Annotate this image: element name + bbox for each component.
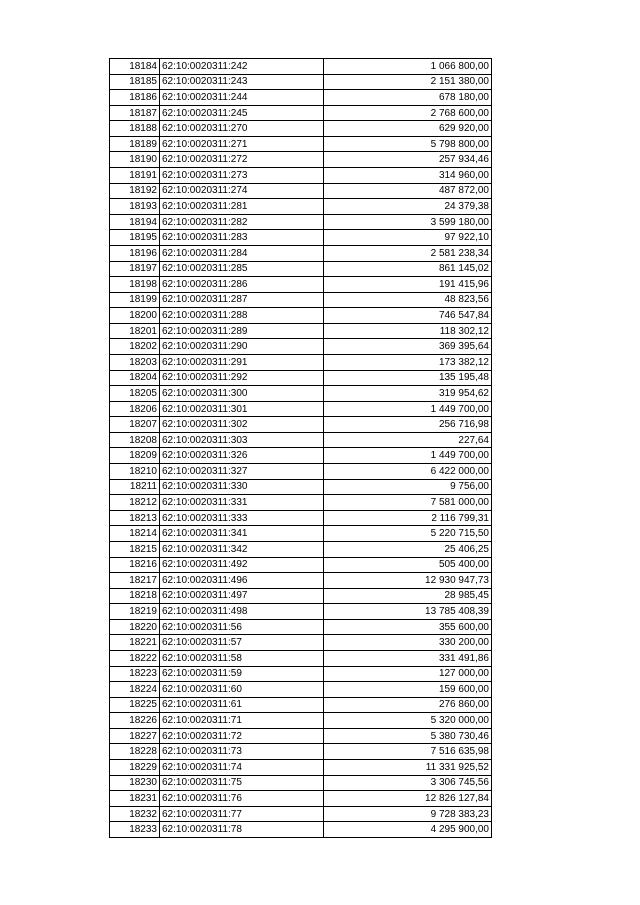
cadastral-value-cell: 12 826 127,84 [324,791,492,807]
cadastral-value-cell: 6 422 000,00 [324,464,492,480]
cadastral-number-cell: 62:10:0020311:342 [160,541,324,557]
table-row [110,728,492,744]
cadastral-value-cell: 24 379,38 [324,199,492,215]
row-number-cell: 18195 [110,230,160,246]
row-number-cell: 18224 [110,682,160,698]
table-row [110,59,492,75]
row-number-cell: 18218 [110,588,160,604]
cadastral-number-cell: 62:10:0020311:61 [160,697,324,713]
cadastral-number-cell: 62:10:0020311:242 [160,59,324,75]
cadastral-number-cell: 62:10:0020311:284 [160,245,324,261]
cadastral-number-cell: 62:10:0020311:283 [160,230,324,246]
table-row [110,74,492,90]
table-row [110,541,492,557]
table-row [110,261,492,277]
table-row [110,666,492,682]
table-row [110,121,492,137]
cadastral-value-cell: 173 382,12 [324,354,492,370]
cadastral-value-cell: 5 380 730,46 [324,728,492,744]
cadastral-number-cell: 62:10:0020311:492 [160,557,324,573]
cadastral-number-cell: 62:10:0020311:58 [160,650,324,666]
row-number-cell: 18227 [110,728,160,744]
cadastral-value-cell: 5 798 800,00 [324,136,492,152]
table-row [110,214,492,230]
row-number-cell: 18229 [110,760,160,776]
cadastral-number-cell: 62:10:0020311:497 [160,588,324,604]
row-number-cell: 18207 [110,417,160,433]
cadastral-value-cell: 127 000,00 [324,666,492,682]
row-number-cell: 18205 [110,386,160,402]
row-number-cell: 18231 [110,791,160,807]
row-number-cell: 18192 [110,183,160,199]
cadastral-value-cell: 9 756,00 [324,479,492,495]
cadastral-value-cell: 5 320 000,00 [324,713,492,729]
cadastral-value-table [109,58,492,838]
cadastral-number-cell: 62:10:0020311:78 [160,822,324,838]
cadastral-value-cell: 505 400,00 [324,557,492,573]
row-number-cell: 18188 [110,121,160,137]
row-number-cell: 18216 [110,557,160,573]
table-row [110,479,492,495]
cadastral-value-cell: 227,64 [324,432,492,448]
cadastral-number-cell: 62:10:0020311:273 [160,168,324,184]
cadastral-number-cell: 62:10:0020311:272 [160,152,324,168]
row-number-cell: 18204 [110,370,160,386]
table-row [110,277,492,293]
table-body [110,59,492,838]
cadastral-value-cell: 1 449 700,00 [324,448,492,464]
cadastral-number-cell: 62:10:0020311:327 [160,464,324,480]
cadastral-number-cell: 62:10:0020311:243 [160,74,324,90]
cadastral-number-cell: 62:10:0020311:341 [160,526,324,542]
table-row [110,339,492,355]
row-number-cell: 18200 [110,308,160,324]
cadastral-number-cell: 62:10:0020311:75 [160,775,324,791]
table-row [110,760,492,776]
row-number-cell: 18210 [110,464,160,480]
cadastral-number-cell: 62:10:0020311:270 [160,121,324,137]
table-row [110,183,492,199]
cadastral-value-cell: 159 600,00 [324,682,492,698]
row-number-cell: 18219 [110,604,160,620]
cadastral-number-cell: 62:10:0020311:300 [160,386,324,402]
row-number-cell: 18226 [110,713,160,729]
cadastral-value-cell: 331 491,86 [324,650,492,666]
cadastral-number-cell: 62:10:0020311:301 [160,401,324,417]
cadastral-number-cell: 62:10:0020311:57 [160,635,324,651]
table-row [110,697,492,713]
cadastral-number-cell: 62:10:0020311:73 [160,744,324,760]
table-row [110,464,492,480]
table-row [110,588,492,604]
cadastral-value-cell: 678 180,00 [324,90,492,106]
table-row [110,245,492,261]
table-row [110,526,492,542]
cadastral-number-cell: 62:10:0020311:291 [160,354,324,370]
table-row [110,292,492,308]
row-number-cell: 18214 [110,526,160,542]
table-row [110,136,492,152]
row-number-cell: 18197 [110,261,160,277]
cadastral-number-cell: 62:10:0020311:244 [160,90,324,106]
cadastral-number-cell: 62:10:0020311:245 [160,105,324,121]
cadastral-value-cell: 13 785 408,39 [324,604,492,620]
row-number-cell: 18193 [110,199,160,215]
cadastral-value-cell: 118 302,12 [324,323,492,339]
cadastral-number-cell: 62:10:0020311:76 [160,791,324,807]
cadastral-value-cell: 369 395,64 [324,339,492,355]
cadastral-value-cell: 3 599 180,00 [324,214,492,230]
table-row [110,105,492,121]
cadastral-value-cell: 4 295 900,00 [324,822,492,838]
cadastral-value-cell: 257 934,46 [324,152,492,168]
document-page [109,58,492,838]
cadastral-number-cell: 62:10:0020311:72 [160,728,324,744]
table-row [110,557,492,573]
row-number-cell: 18209 [110,448,160,464]
table-row [110,822,492,838]
row-number-cell: 18215 [110,541,160,557]
row-number-cell: 18225 [110,697,160,713]
cadastral-value-cell: 2 581 238,34 [324,245,492,261]
table-row [110,791,492,807]
table-row [110,308,492,324]
row-number-cell: 18186 [110,90,160,106]
row-number-cell: 18191 [110,168,160,184]
table-row [110,635,492,651]
cadastral-value-cell: 48 823,56 [324,292,492,308]
row-number-cell: 18221 [110,635,160,651]
cadastral-number-cell: 62:10:0020311:496 [160,573,324,589]
cadastral-value-cell: 2 116 799,31 [324,510,492,526]
table-row [110,354,492,370]
cadastral-number-cell: 62:10:0020311:302 [160,417,324,433]
cadastral-number-cell: 62:10:0020311:289 [160,323,324,339]
table-row [110,168,492,184]
row-number-cell: 18213 [110,510,160,526]
cadastral-value-cell: 330 200,00 [324,635,492,651]
cadastral-number-cell: 62:10:0020311:330 [160,479,324,495]
cadastral-value-cell: 319 954,62 [324,386,492,402]
cadastral-value-cell: 25 406,25 [324,541,492,557]
cadastral-number-cell: 62:10:0020311:290 [160,339,324,355]
cadastral-value-cell: 1 066 800,00 [324,59,492,75]
cadastral-number-cell: 62:10:0020311:59 [160,666,324,682]
cadastral-number-cell: 62:10:0020311:292 [160,370,324,386]
cadastral-value-cell: 135 195,48 [324,370,492,386]
row-number-cell: 18208 [110,432,160,448]
row-number-cell: 18189 [110,136,160,152]
row-number-cell: 18206 [110,401,160,417]
cadastral-value-cell: 28 985,45 [324,588,492,604]
cadastral-number-cell: 62:10:0020311:498 [160,604,324,620]
cadastral-number-cell: 62:10:0020311:71 [160,713,324,729]
cadastral-value-cell: 2 768 600,00 [324,105,492,121]
table-row [110,744,492,760]
row-number-cell: 18203 [110,354,160,370]
table-row [110,775,492,791]
row-number-cell: 18232 [110,806,160,822]
cadastral-value-cell: 2 151 380,00 [324,74,492,90]
cadastral-number-cell: 62:10:0020311:281 [160,199,324,215]
table-row [110,650,492,666]
cadastral-number-cell: 62:10:0020311:285 [160,261,324,277]
cadastral-number-cell: 62:10:0020311:56 [160,619,324,635]
cadastral-value-cell: 11 331 925,52 [324,760,492,776]
cadastral-value-cell: 314 960,00 [324,168,492,184]
table-row [110,417,492,433]
cadastral-value-cell: 12 930 947,73 [324,573,492,589]
cadastral-number-cell: 62:10:0020311:74 [160,760,324,776]
cadastral-value-cell: 7 516 635,98 [324,744,492,760]
row-number-cell: 18211 [110,479,160,495]
table-row [110,495,492,511]
table-row [110,323,492,339]
table-row [110,619,492,635]
cadastral-number-cell: 62:10:0020311:331 [160,495,324,511]
table-row [110,401,492,417]
table-row [110,604,492,620]
row-number-cell: 18212 [110,495,160,511]
table-row [110,370,492,386]
table-row [110,432,492,448]
cadastral-value-cell: 5 220 715,50 [324,526,492,542]
row-number-cell: 18233 [110,822,160,838]
cadastral-number-cell: 62:10:0020311:333 [160,510,324,526]
cadastral-value-cell: 9 728 383,23 [324,806,492,822]
cadastral-number-cell: 62:10:0020311:60 [160,682,324,698]
table-row [110,152,492,168]
cadastral-number-cell: 62:10:0020311:282 [160,214,324,230]
cadastral-value-cell: 487 872,00 [324,183,492,199]
cadastral-number-cell: 62:10:0020311:287 [160,292,324,308]
cadastral-number-cell: 62:10:0020311:274 [160,183,324,199]
cadastral-value-cell: 276 860,00 [324,697,492,713]
table-row [110,806,492,822]
cadastral-value-cell: 97 922,10 [324,230,492,246]
table-row [110,448,492,464]
table-row [110,682,492,698]
cadastral-value-cell: 746 547,84 [324,308,492,324]
cadastral-value-cell: 7 581 000,00 [324,495,492,511]
table-row [110,573,492,589]
row-number-cell: 18220 [110,619,160,635]
row-number-cell: 18187 [110,105,160,121]
cadastral-number-cell: 62:10:0020311:271 [160,136,324,152]
table-row [110,199,492,215]
cadastral-value-cell: 1 449 700,00 [324,401,492,417]
row-number-cell: 18194 [110,214,160,230]
cadastral-value-cell: 355 600,00 [324,619,492,635]
row-number-cell: 18184 [110,59,160,75]
row-number-cell: 18230 [110,775,160,791]
row-number-cell: 18201 [110,323,160,339]
row-number-cell: 18190 [110,152,160,168]
cadastral-value-cell: 3 306 745,56 [324,775,492,791]
row-number-cell: 18199 [110,292,160,308]
row-number-cell: 18202 [110,339,160,355]
row-number-cell: 18196 [110,245,160,261]
row-number-cell: 18217 [110,573,160,589]
table-row [110,230,492,246]
cadastral-number-cell: 62:10:0020311:286 [160,277,324,293]
cadastral-value-cell: 629 920,00 [324,121,492,137]
row-number-cell: 18228 [110,744,160,760]
cadastral-number-cell: 62:10:0020311:326 [160,448,324,464]
table-row [110,510,492,526]
cadastral-value-cell: 256 716,98 [324,417,492,433]
row-number-cell: 18223 [110,666,160,682]
cadastral-number-cell: 62:10:0020311:77 [160,806,324,822]
table-row [110,90,492,106]
cadastral-number-cell: 62:10:0020311:288 [160,308,324,324]
table-row [110,386,492,402]
cadastral-value-cell: 861 145,02 [324,261,492,277]
row-number-cell: 18198 [110,277,160,293]
cadastral-number-cell: 62:10:0020311:303 [160,432,324,448]
row-number-cell: 18185 [110,74,160,90]
row-number-cell: 18222 [110,650,160,666]
table-row [110,713,492,729]
cadastral-value-cell: 191 415,96 [324,277,492,293]
